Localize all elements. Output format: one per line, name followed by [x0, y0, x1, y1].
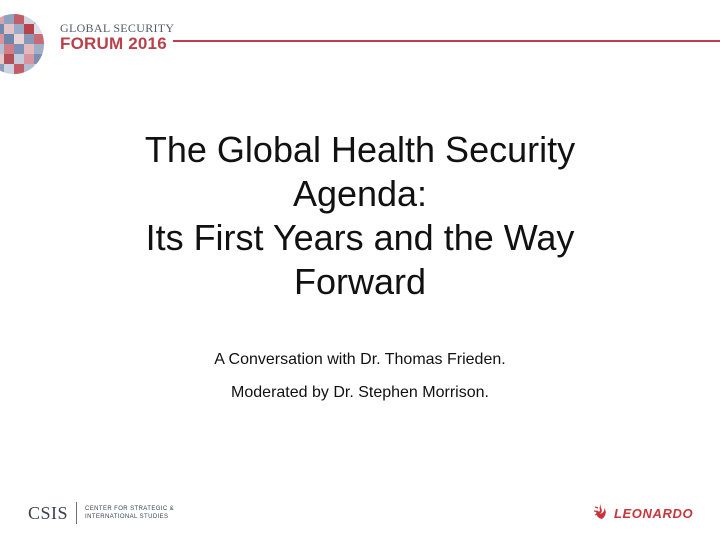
- leonardo-wordmark: LEONARDO: [614, 505, 694, 521]
- globe-mosaic-icon: [0, 12, 50, 76]
- subtitle-moderator: Moderated by Dr. Stephen Morrison.: [231, 384, 489, 401]
- logo-line-global-security: GLOBAL SECURITY: [60, 21, 175, 35]
- csis-fullname: [85, 505, 174, 521]
- title-line: Forward: [293, 261, 427, 302]
- header-divider: [173, 40, 720, 42]
- csis-line-1: CENTER FOR STRATEGIC &: [85, 506, 175, 512]
- title-line: Its First Years and the Way: [145, 217, 575, 258]
- leonardo-flame-icon: [594, 502, 610, 525]
- csis-line-2: INTERNATIONAL STUDIES: [85, 514, 169, 520]
- subtitle-conversation: A Conversation with Dr. Thomas Frieden.: [214, 351, 506, 368]
- forum-logo: [60, 22, 174, 53]
- leonardo-logo: [594, 502, 693, 524]
- title-line: Agenda:: [292, 173, 428, 214]
- csis-wordmark: CSIS: [28, 502, 69, 523]
- slide-title: [100, 128, 620, 304]
- csis-logo: [28, 500, 174, 526]
- title-line: The Global Health Security: [144, 129, 576, 170]
- csis-divider: [76, 502, 77, 524]
- slide-header: [0, 0, 720, 80]
- logo-line-forum-2016: FORUM 2016: [60, 34, 167, 53]
